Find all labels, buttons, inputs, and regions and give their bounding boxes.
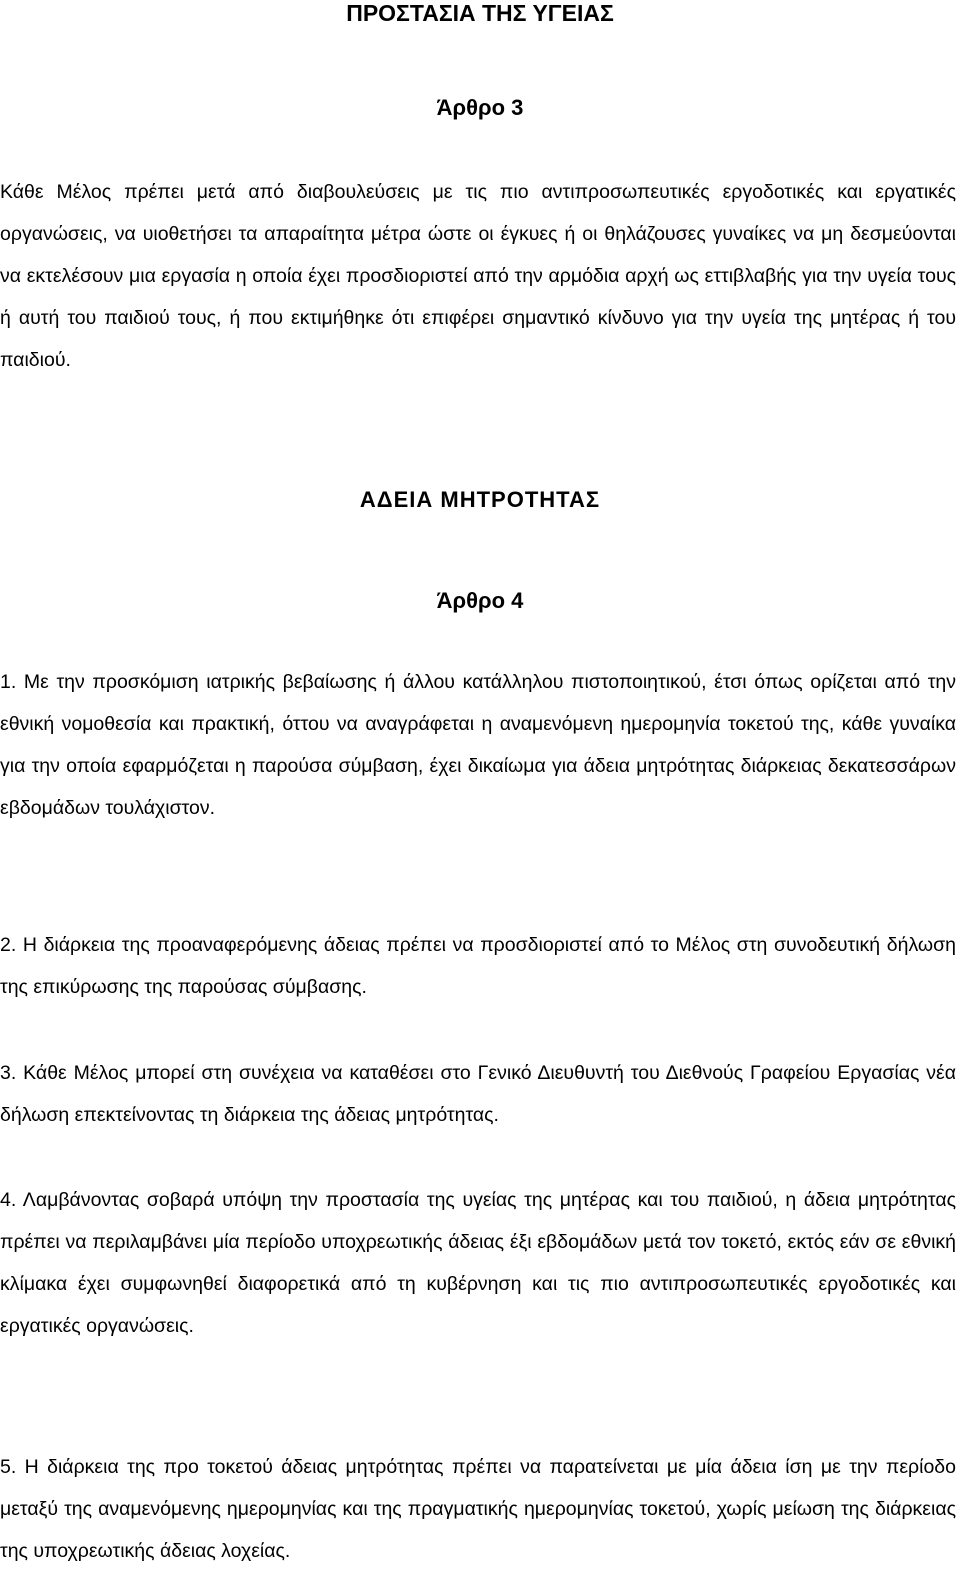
article-4-paragraph-5: 5. Η διάρκεια της προ τοκετού άδειας μητρότητας πρέπει να παρατείνεται με μία άδεια ίση με την περίοδο μεταξύ της αναμενόμενης ημερομηνίας και της πραγματικής ημερομηνίας τοκετού, χωρίς μείωση της διάρκειας της υποχρεωτικής άδειας λοχείας. xyxy=(0,1456,956,1562)
article-4-paragraph-3: 3. Κάθε Μέλος μπορεί στη συνέχεια να καταθέσει στο Γενικό Διευθυντή του Διεθνούς Γραφείου Εργασίας νέα δήλωση επεκτείνοντας τη διάρκεια της άδειας μητρότητας. xyxy=(0,1062,956,1126)
article-4-paragraph-1: 1. Με την προσκόμιση ιατρικής βεβαίωσης ή άλλου κατάλληλου πιστοποιητικού, έτσι όπως ορίζεται από την εθνική νομοθεσία και πρακτική, όττου να αναγράφεται η αναμενόμενη ημερομηνία τοκετού της, κάθε γυναίκα για την οποία εφαρμόζεται η παρούσα σύμβαση, έχει δικαίωμα για άδεια μητρότητας διάρκειας δεκατεσσάρων εβδομάδων τουλάχιστον. xyxy=(0,671,956,819)
article-4-paragraph-2: 2. Η διάρκεια της προαναφερόμενης άδειας πρέπει να προσδιοριστεί από το Μέλος στη συνοδευτική δήλωση της επικύρωσης της παρούσας σύμβασης. xyxy=(0,934,956,998)
article-4-paragraph-4: 4. Λαμβάνοντας σοβαρά υπόψη την προστασία της υγείας της μητέρας και του παιδιού, η άδεια μητρότητας πρέπει να περιλαμβάνει μία περίοδο υποχρεωτικής άδειας έξι εβδομάδων μετά τον τοκετό, εκτός εάν σε εθνική κλίμακα έχει συμφωνηθεί διαφορετικά από τη κυβέρνηση και τις πιο αντιπροσωπευτικές εργοδοτικές και εργατικές οργανώσεις. xyxy=(0,1189,956,1337)
article-4-heading: Άρθρο 4 xyxy=(436,588,524,613)
document-title: ΠΡΟΣΤΑΣΙΑ ΤΗΣ ΥΓΕΙΑΣ xyxy=(346,0,614,26)
section-heading-maternity-leave: ΑΔΕΙΑ ΜΗΤΡΟΤΗΤΑΣ xyxy=(359,487,601,512)
article-3-text: Κάθε Μέλος πρέπει μετά από διαβουλεύσεις με τις πιο αντιπροσωπευτικές εργοδοτικές και εργατικές οργανώσεις, να υιοθετήσει τα απαραίτητα μέτρα ώστε οι έγκυες ή οι θηλάζουσες γυναίκες να μη δεσμεύονται να εκτελέσουν μια εργασία η οποία έχει προσδιοριστεί από την αρμόδια αρχή ως εττιβλαβής για την υγεία τους ή αυτή του παιδιού τους, ή που εκτιμήθηκε ότι επιφέρει σημαντικό κίνδυνο για την υγεία της μητέρας ή του παιδιού. xyxy=(0,181,956,371)
article-3-heading: Άρθρο 3 xyxy=(436,95,524,120)
